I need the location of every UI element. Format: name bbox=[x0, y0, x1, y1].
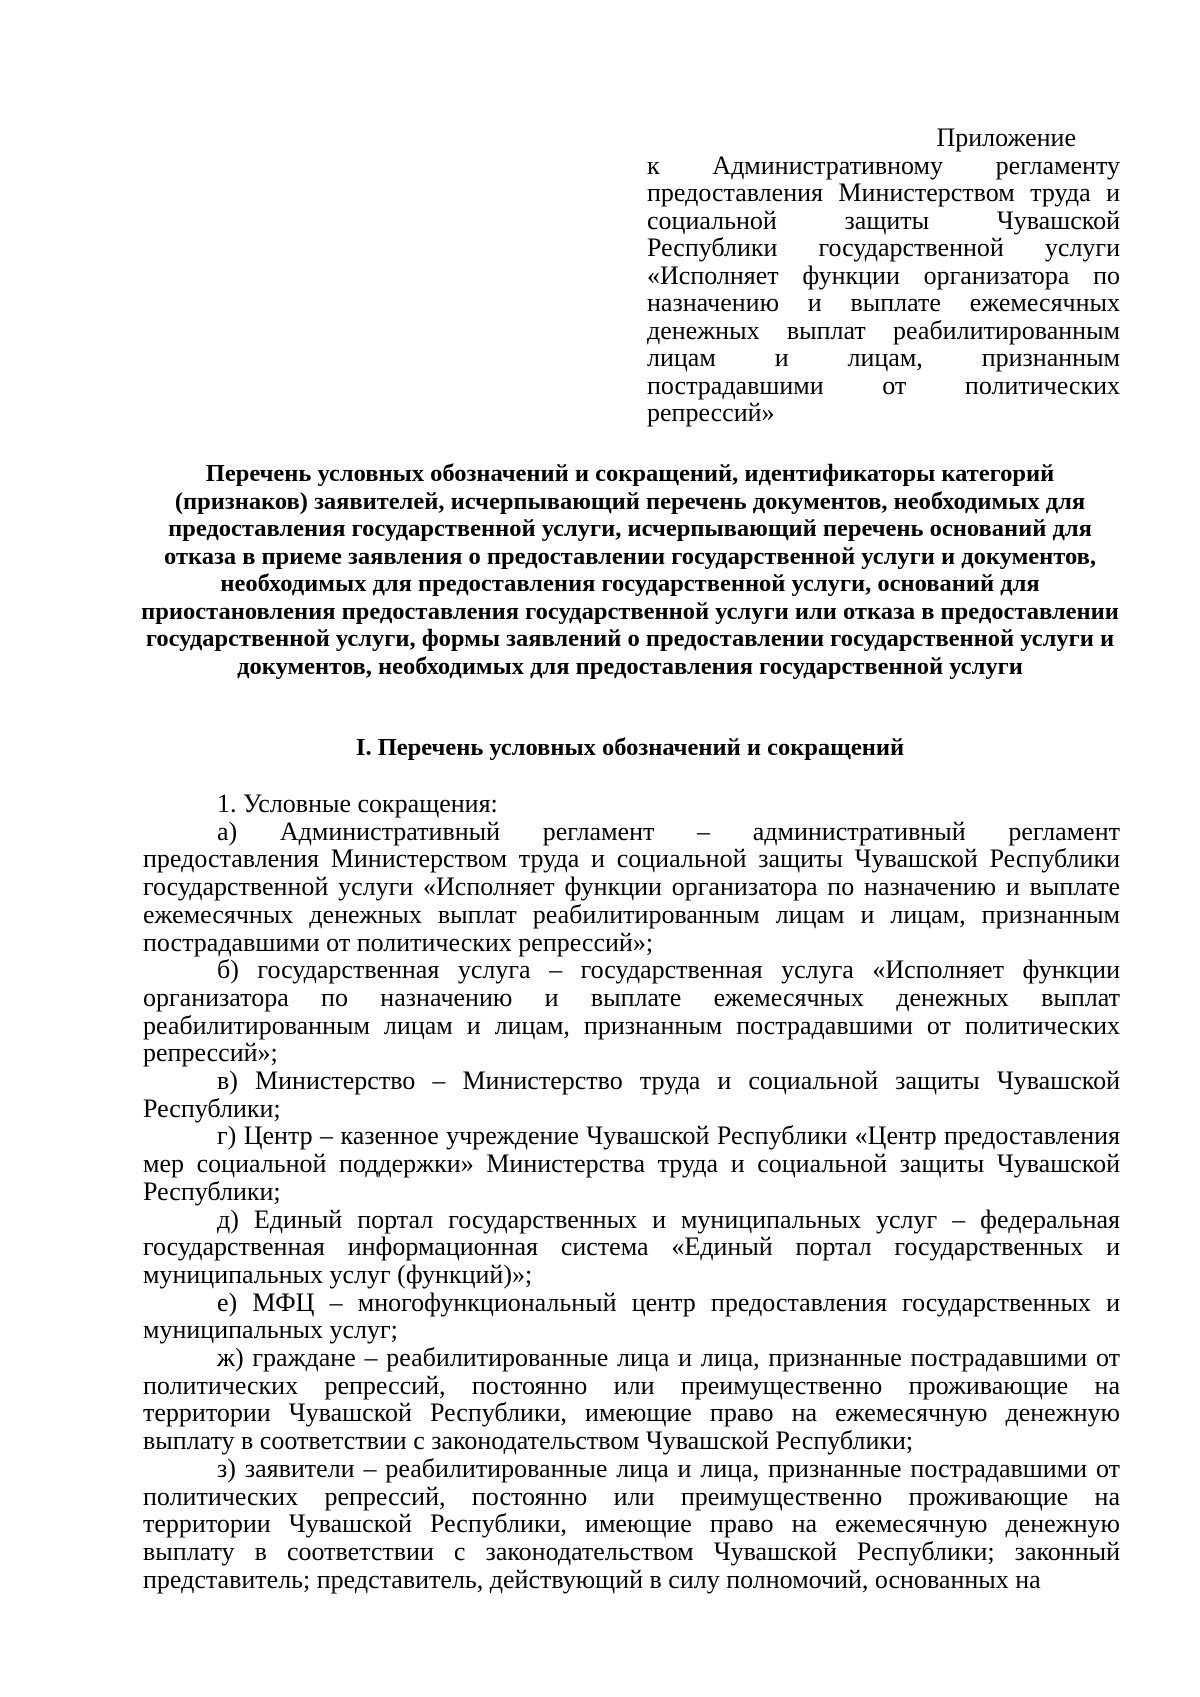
paragraph-abbreviations-intro: 1. Условные сокращения: bbox=[217, 789, 498, 818]
appendix-block bbox=[647, 124, 1120, 427]
paragraph-item-v: в) Министерство – Министерство труда и социальной защиты Чувашской Республики; bbox=[143, 1066, 1120, 1123]
paragraph-item-zh: ж) граждане – реабилитированные лица и лица, признанные пострадавшими от политических репрессий, постоянно или преимущественно проживающие на территории Чувашской Республики, имеющие право на ежемесячную денежную выплату в соответствии с законодательством Чувашской Республики; bbox=[143, 1343, 1120, 1456]
section-heading: I. Перечень условных обозначений и сокращений bbox=[355, 734, 905, 761]
paragraph-item-d: д) Единый портал государственных и муниципальных услуг – федеральная государственная информационная система «Единый портал государственных и муниципальных услуг (функций)»; bbox=[143, 1204, 1120, 1289]
paragraph-item-b: б) государственная услуга – государственная услуга «Исполняет функции организатора по назначению и выплате ежемесячных денежных выплат реабилитированным лицам и лицам, признанным пострадавшими от политических репрессий»; bbox=[143, 955, 1120, 1068]
body-text bbox=[143, 790, 1120, 1593]
appendix-body: к Административному регламенту предоставления Министерством труда и социальной защиты Чувашской Республики государственной услуги «Исполняет функции организатора по назначению и выплате ежемесячных денежных выплат реабилитированным лицам и лицам, признанным пострадавшими от политических репрессий» bbox=[647, 150, 1120, 427]
paragraph-item-z: з) заявители – реабилитированные лица и лица, признанные пострадавшими от политических репрессий, постоянно или преимущественно проживающие на территории Чувашской Республики, имеющие право на ежемесячную денежную выплату в соответствии с законодательством Чувашской Республики; законный представитель; представитель, действующий в силу полномочий, основанных на bbox=[143, 1453, 1120, 1594]
paragraph-item-g: г) Центр – казенное учреждение Чувашской Республики «Центр предоставления мер социальной поддержки» Министерства труда и социальной защиты Чувашской Республики; bbox=[143, 1121, 1120, 1206]
paragraph-item-a: а) Административный регламент – административный регламент предоставления Министерством труда и социальной защиты Чувашской Республики государственной услуги «Исполняет функции организатора по назначению и выплате ежемесячных денежных выплат реабилитированным лицам и лицам, признанным пострадавшими от политических репрессий»; bbox=[143, 816, 1120, 957]
appendix-title: Приложение bbox=[936, 123, 1076, 152]
paragraph-item-e: е) МФЦ – многофункциональный центр предоставления государственных и муниципальных услуг; bbox=[143, 1287, 1120, 1345]
document-title: Перечень условных обозначений и сокращений, идентификаторы категорий (признаков) заявителей, исчерпывающий перечень документов, необходимых для предоставления государственной услуги, исчерпывающий перечень оснований для отказа в приеме заявления о предоставлении государственной услуги и документов, необходимых для предоставления государственной услуги, оснований для приостановления предоставления государственной услуги или отказа в предоставлении государственной услуги, формы заявлений о предоставлении государственной услуги и документов, необходимых для предоставления государственной услуги bbox=[141, 460, 1119, 680]
